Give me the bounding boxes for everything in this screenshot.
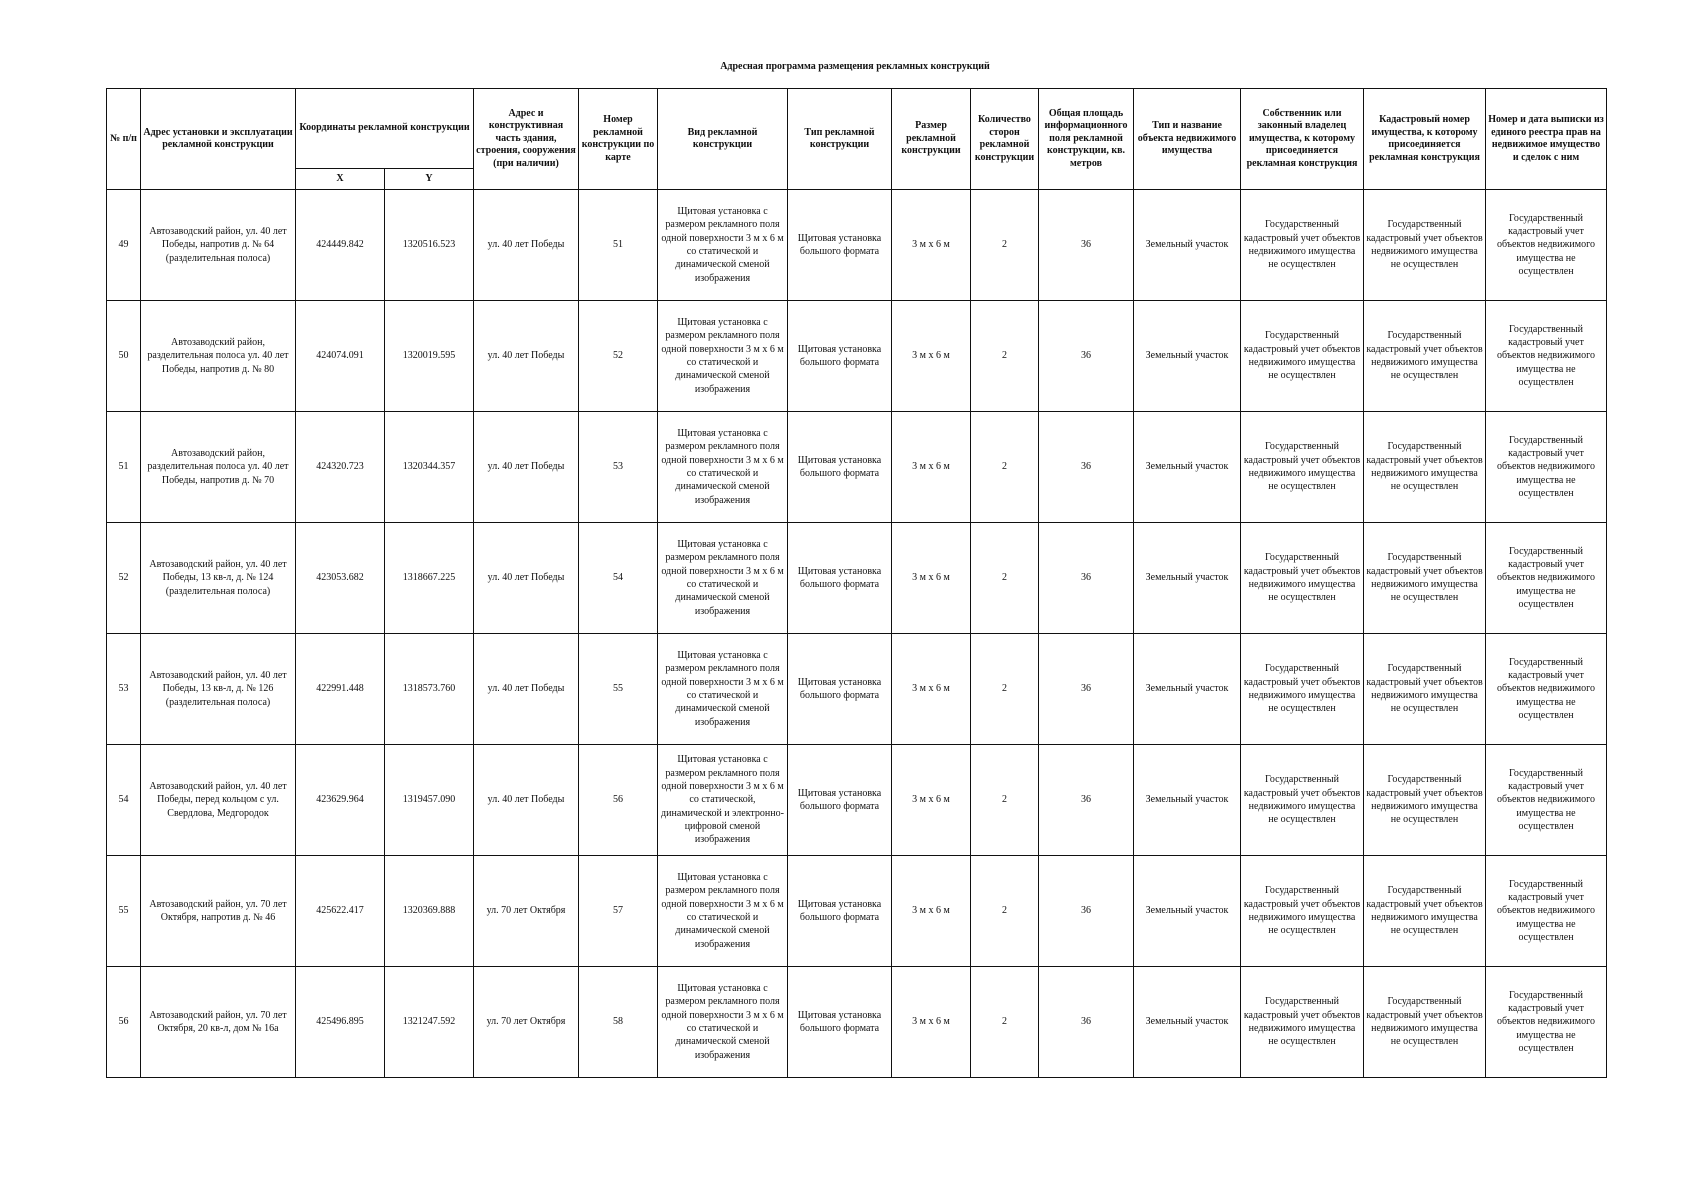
cell-registry: Государственный кадастровый учет объектов недвижимого имущества не осуществлен: [1486, 301, 1607, 412]
document-title: Адресная программа размещения рекламных конструкций: [720, 61, 990, 72]
cell-owner: Государственный кадастровый учет объектов недвижимого имущества не осуществлен: [1241, 523, 1364, 634]
header-address: Адрес установки и эксплуатации рекламной конструкции: [141, 89, 296, 190]
cell-address: Автозаводский район, ул. 40 лет Победы, напротив д. № 64 (разделительная полоса): [141, 190, 296, 301]
cell-area: 36: [1039, 412, 1134, 523]
cell-owner: Государственный кадастровый учет объектов недвижимого имущества не осуществлен: [1241, 634, 1364, 745]
cell-registry: Государственный кадастровый учет объектов недвижимого имущества не осуществлен: [1486, 967, 1607, 1078]
cell-kind: Щитовая установка с размером рекламного поля одной поверхности 3 м х 6 м со статической и динамической сменой изображения: [658, 856, 788, 967]
cell-map-number: 52: [579, 301, 658, 412]
cell-kind: Щитовая установка с размером рекламного поля одной поверхности 3 м х 6 м со статической и динамической сменой изображения: [658, 634, 788, 745]
cell-type: Щитовая установка большого формата: [788, 523, 892, 634]
table-row: [107, 745, 1607, 856]
cell-property-type: Земельный участок: [1134, 745, 1241, 856]
cell-y: 1320344.357: [385, 412, 474, 523]
cell-size: 3 м х 6 м: [892, 190, 971, 301]
cell-area: 36: [1039, 967, 1134, 1078]
cell-type: Щитовая установка большого формата: [788, 745, 892, 856]
cell-x: 424320.723: [296, 412, 385, 523]
cell-map-number: 54: [579, 523, 658, 634]
cell-registry: Государственный кадастровый учет объектов недвижимого имущества не осуществлен: [1486, 634, 1607, 745]
cell-owner: Государственный кадастровый учет объектов недвижимого имущества не осуществлен: [1241, 412, 1364, 523]
cell-y: 1321247.592: [385, 967, 474, 1078]
cell-y: 1318573.760: [385, 634, 474, 745]
cell-map-number: 55: [579, 634, 658, 745]
header-cadastral: Кадастровый номер имущества, к которому присоединяется рекламная конструкция: [1364, 89, 1486, 190]
cell-type: Щитовая установка большого формата: [788, 634, 892, 745]
cell-y: 1320369.888: [385, 856, 474, 967]
cell-cadastral: Государственный кадастровый учет объектов недвижимого имущества не осуществлен: [1364, 967, 1486, 1078]
cell-sides: 2: [971, 634, 1039, 745]
cell-type: Щитовая установка большого формата: [788, 412, 892, 523]
cell-building: ул. 40 лет Победы: [474, 745, 579, 856]
cell-type: Щитовая установка большого формата: [788, 856, 892, 967]
cell-address: Автозаводский район, ул. 40 лет Победы, перед кольцом с ул. Свердлова, Медгородок: [141, 745, 296, 856]
cell-type: Щитовая установка большого формата: [788, 967, 892, 1078]
header-owner: Собственник или законный владелец имущества, к которому присоединяется рекламная конструкция: [1241, 89, 1364, 190]
cell-building: ул. 40 лет Победы: [474, 523, 579, 634]
cell-sides: 2: [971, 301, 1039, 412]
cell-address: Автозаводский район, разделительная полоса ул. 40 лет Победы, напротив д. № 70: [141, 412, 296, 523]
cell-address: Автозаводский район, ул. 40 лет Победы, 13 кв-л, д. № 126 (разделительная полоса): [141, 634, 296, 745]
cell-x: 425496.895: [296, 967, 385, 1078]
cell-kind: Щитовая установка с размером рекламного поля одной поверхности 3 м х 6 м со статической и динамической сменой изображения: [658, 301, 788, 412]
cell-num: 54: [107, 745, 141, 856]
cell-area: 36: [1039, 301, 1134, 412]
cell-x: 424449.842: [296, 190, 385, 301]
cell-size: 3 м х 6 м: [892, 634, 971, 745]
cell-building: ул. 40 лет Победы: [474, 412, 579, 523]
cell-num: 51: [107, 412, 141, 523]
cell-y: 1320516.523: [385, 190, 474, 301]
cell-map-number: 51: [579, 190, 658, 301]
cell-address: Автозаводский район, ул. 70 лет Октября, напротив д. № 46: [141, 856, 296, 967]
cell-property-type: Земельный участок: [1134, 412, 1241, 523]
cell-building: ул. 40 лет Победы: [474, 634, 579, 745]
cell-x: 423053.682: [296, 523, 385, 634]
cell-y: 1318667.225: [385, 523, 474, 634]
cell-cadastral: Государственный кадастровый учет объектов недвижимого имущества не осуществлен: [1364, 412, 1486, 523]
cell-property-type: Земельный участок: [1134, 523, 1241, 634]
cell-property-type: Земельный участок: [1134, 634, 1241, 745]
cell-x: 424074.091: [296, 301, 385, 412]
cell-num: 53: [107, 634, 141, 745]
cell-owner: Государственный кадастровый учет объектов недвижимого имущества не осуществлен: [1241, 745, 1364, 856]
cell-kind: Щитовая установка с размером рекламного поля одной поверхности 3 м х 6 м со статической и динамической сменой изображения: [658, 190, 788, 301]
cell-map-number: 57: [579, 856, 658, 967]
header-map-number: Номер рекламной конструкции по карте: [579, 89, 658, 190]
cell-address: Автозаводский район, ул. 40 лет Победы, 13 кв-л, д. № 124 (разделительная полоса): [141, 523, 296, 634]
cell-area: 36: [1039, 634, 1134, 745]
cell-map-number: 53: [579, 412, 658, 523]
cell-num: 49: [107, 190, 141, 301]
cell-cadastral: Государственный кадастровый учет объектов недвижимого имущества не осуществлен: [1364, 190, 1486, 301]
cell-building: ул. 40 лет Победы: [474, 301, 579, 412]
cell-property-type: Земельный участок: [1134, 301, 1241, 412]
cell-owner: Государственный кадастровый учет объектов недвижимого имущества не осуществлен: [1241, 301, 1364, 412]
cell-size: 3 м х 6 м: [892, 301, 971, 412]
header-size: Размер рекламной конструкции: [892, 89, 971, 190]
cell-building: ул. 70 лет Октября: [474, 967, 579, 1078]
cell-kind: Щитовая установка с размером рекламного поля одной поверхности 3 м х 6 м со статической и динамической сменой изображения: [658, 523, 788, 634]
cell-x: 423629.964: [296, 745, 385, 856]
cell-map-number: 58: [579, 967, 658, 1078]
header-num: № п/п: [107, 89, 141, 190]
cell-sides: 2: [971, 856, 1039, 967]
cell-registry: Государственный кадастровый учет объектов недвижимого имущества не осуществлен: [1486, 412, 1607, 523]
cell-sides: 2: [971, 412, 1039, 523]
cell-kind: Щитовая установка с размером рекламного поля одной поверхности 3 м х 6 м со статической и динамической сменой изображения: [658, 412, 788, 523]
table-row: [107, 856, 1607, 967]
cell-num: 52: [107, 523, 141, 634]
cell-x: 425622.417: [296, 856, 385, 967]
cell-y: 1320019.595: [385, 301, 474, 412]
cell-address: Автозаводский район, разделительная полоса ул. 40 лет Победы, напротив д. № 80: [141, 301, 296, 412]
header-type: Тип рекламной конструкции: [788, 89, 892, 190]
table-row: [107, 412, 1607, 523]
header-property-type: Тип и название объекта недвижимого имущества: [1134, 89, 1241, 190]
cell-property-type: Земельный участок: [1134, 856, 1241, 967]
advertising-program-table: [106, 88, 1607, 1078]
cell-area: 36: [1039, 856, 1134, 967]
header-sides: Количество сторон рекламной конструкции: [971, 89, 1039, 190]
header-x: X: [296, 169, 385, 190]
cell-address: Автозаводский район, ул. 70 лет Октября, 20 кв-л, дом № 16а: [141, 967, 296, 1078]
header-kind: Вид рекламной конструкции: [658, 89, 788, 190]
cell-x: 422991.448: [296, 634, 385, 745]
cell-owner: Государственный кадастровый учет объектов недвижимого имущества не осуществлен: [1241, 190, 1364, 301]
header-area: Общая площадь информационного поля рекламной конструкции, кв. метров: [1039, 89, 1134, 190]
cell-building: ул. 70 лет Октября: [474, 856, 579, 967]
cell-cadastral: Государственный кадастровый учет объектов недвижимого имущества не осуществлен: [1364, 745, 1486, 856]
cell-num: 56: [107, 967, 141, 1078]
cell-registry: Государственный кадастровый учет объектов недвижимого имущества не осуществлен: [1486, 523, 1607, 634]
cell-num: 55: [107, 856, 141, 967]
cell-cadastral: Государственный кадастровый учет объектов недвижимого имущества не осуществлен: [1364, 634, 1486, 745]
cell-cadastral: Государственный кадастровый учет объектов недвижимого имущества не осуществлен: [1364, 856, 1486, 967]
table-row: [107, 967, 1607, 1078]
cell-registry: Государственный кадастровый учет объектов недвижимого имущества не осуществлен: [1486, 745, 1607, 856]
cell-sides: 2: [971, 745, 1039, 856]
table-row: [107, 634, 1607, 745]
cell-property-type: Земельный участок: [1134, 190, 1241, 301]
cell-size: 3 м х 6 м: [892, 412, 971, 523]
header-coords: Координаты рекламной конструкции: [296, 89, 474, 169]
header-y: Y: [385, 169, 474, 190]
cell-owner: Государственный кадастровый учет объектов недвижимого имущества не осуществлен: [1241, 856, 1364, 967]
cell-cadastral: Государственный кадастровый учет объектов недвижимого имущества не осуществлен: [1364, 301, 1486, 412]
cell-size: 3 м х 6 м: [892, 967, 971, 1078]
table-row: [107, 190, 1607, 301]
cell-type: Щитовая установка большого формата: [788, 301, 892, 412]
cell-kind: Щитовая установка с размером рекламного поля одной поверхности 3 м х 6 м со статической, динамической и электронно-цифровой сменой изображения: [658, 745, 788, 856]
cell-type: Щитовая установка большого формата: [788, 190, 892, 301]
cell-sides: 2: [971, 523, 1039, 634]
cell-size: 3 м х 6 м: [892, 745, 971, 856]
table-row: [107, 523, 1607, 634]
cell-num: 50: [107, 301, 141, 412]
cell-area: 36: [1039, 523, 1134, 634]
cell-y: 1319457.090: [385, 745, 474, 856]
cell-map-number: 56: [579, 745, 658, 856]
cell-registry: Государственный кадастровый учет объектов недвижимого имущества не осуществлен: [1486, 190, 1607, 301]
cell-sides: 2: [971, 967, 1039, 1078]
cell-size: 3 м х 6 м: [892, 856, 971, 967]
table-row: [107, 301, 1607, 412]
header-registry: Номер и дата выписки из единого реестра прав на недвижимое имущество и сделок с ним: [1486, 89, 1607, 190]
cell-property-type: Земельный участок: [1134, 967, 1241, 1078]
cell-area: 36: [1039, 190, 1134, 301]
cell-sides: 2: [971, 190, 1039, 301]
header-building: Адрес и конструктивная часть здания, строения, сооружения (при наличии): [474, 89, 579, 190]
cell-owner: Государственный кадастровый учет объектов недвижимого имущества не осуществлен: [1241, 967, 1364, 1078]
cell-kind: Щитовая установка с размером рекламного поля одной поверхности 3 м х 6 м со статической и динамической сменой изображения: [658, 967, 788, 1078]
cell-building: ул. 40 лет Победы: [474, 190, 579, 301]
cell-size: 3 м х 6 м: [892, 523, 971, 634]
cell-cadastral: Государственный кадастровый учет объектов недвижимого имущества не осуществлен: [1364, 523, 1486, 634]
cell-registry: Государственный кадастровый учет объектов недвижимого имущества не осуществлен: [1486, 856, 1607, 967]
cell-area: 36: [1039, 745, 1134, 856]
